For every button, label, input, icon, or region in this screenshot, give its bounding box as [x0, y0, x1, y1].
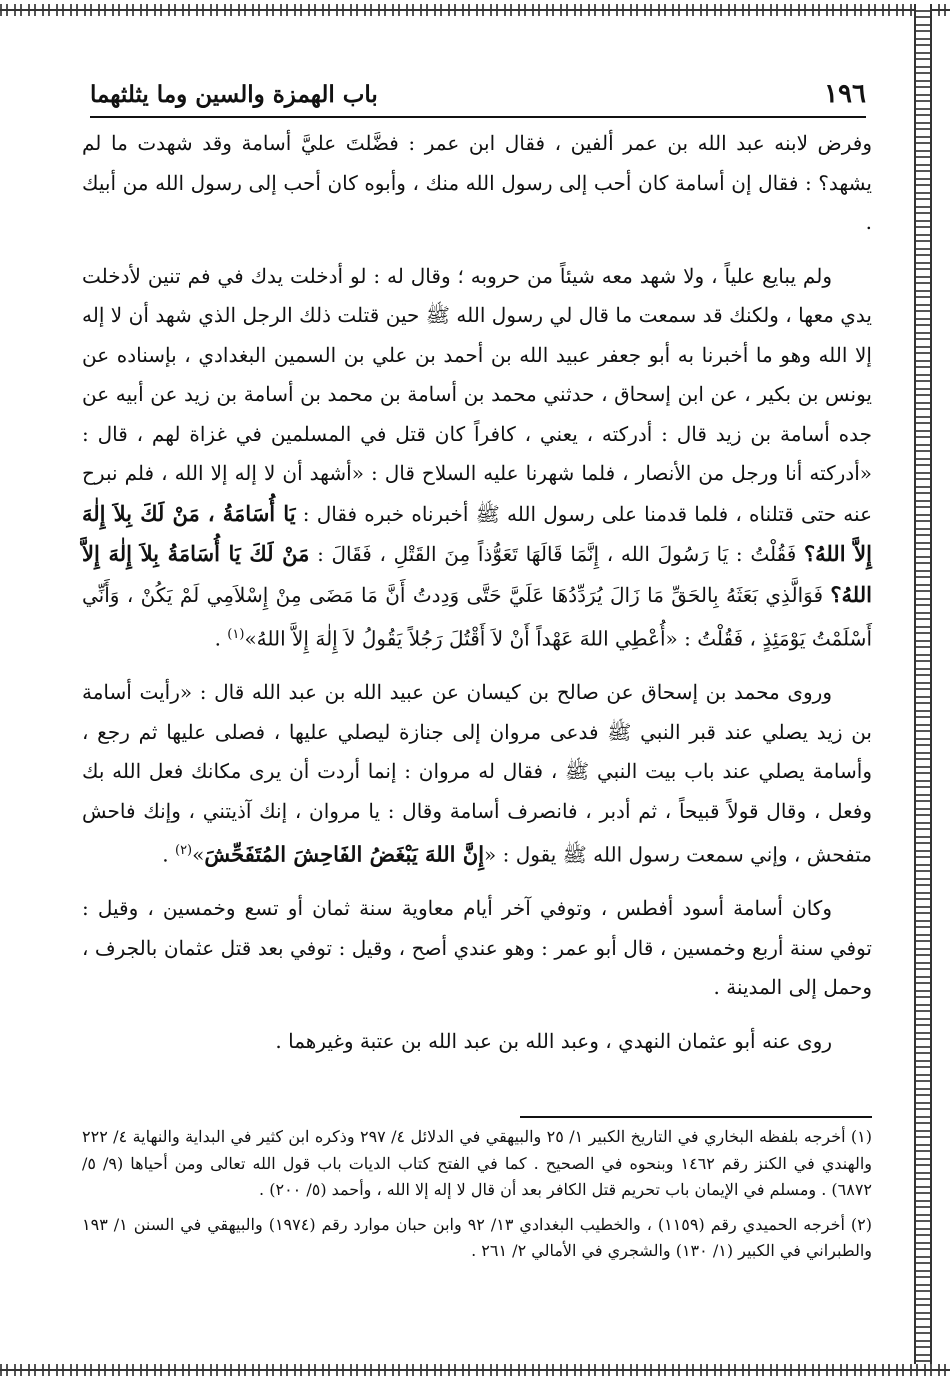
paragraph [82, 257, 872, 660]
footnote-ref: (١) [227, 627, 245, 642]
footnote-divider [520, 1116, 872, 1118]
main-text [82, 124, 872, 1075]
footnote-ref: (٢) [174, 843, 193, 859]
page-header [90, 72, 866, 118]
hadith-quote: يَا أُسَامَةُ ، مَنْ لَكَ بِلاَ إِلٰهَ إِلاَّ اللهُ؟ [82, 500, 872, 566]
text-run: فَوَالَّذِي بَعَثَهُ بِالحَقِّ مَا زَالَ يُرَدِّدُهَا عَلَيَّ حَتَّى وَدِدتُ أَنَّ مَا مَضَى مِنْ إِسْلاَمِي لَمْ يَكُنْ ، وَأَنِّي أَسْلَمْتُ يَوْمَئِذٍ ، فَقُلْتُ : «أُعْطِي اللهَ عَهْداً أَنْ لاَ أَقْتُلَ رَجُلاً يَقُولُ لاَ إِلٰهَ إِلاَّ اللهُ» [82, 582, 872, 651]
footnote: (٢) أخرجه الحميدي رقم (١١٥٩) ، والخطيب البغدادي ١٣/ ٩٢ وابن حبان موارد رقم (١٩٧٤) والبيهقي في السنن ١/ ١٩٣ والطبراني في الكبير (١/ ١٣٠) والشجري في الأمالي ٢/ ٢٦١ . [82, 1214, 872, 1260]
text-run: روى عنه أبو عثمان النهدي ، وعبد الله بن عبد الله بن عتبة وغيرهما . [275, 1028, 832, 1053]
text-run: وفرض لابنه عبد الله بن عمر ألفين ، فقال ابن عمر : فضَّلتَ عليَّ أسامة وقد شهدت ما لم يشهد؟ : فقال إن أسامة كان أحب إلى رسول الله منك ، وأبوه كان أحب إلى رسول الله من أبيك . [82, 131, 872, 234]
paragraph [82, 673, 872, 875]
decorative-border-bottom [0, 1364, 950, 1376]
paragraph [82, 889, 872, 1008]
text-run: » [192, 842, 205, 867]
text-run: وروى محمد بن إسحاق عن صالح بن كيسان عن عبيد الله بن عبد الله قال : «رأيت أسامة بن زيد يصلي عند قبر النبي ﷺ فدعى مروان إلى جنازة ليصلي عليها ، فصلى عليها ثم رجع ، وأسامة يصلي عند باب بيت النبي ﷺ ، فقال له مروان : إنما أردت أن يرى مكانك فعل الله بك وفعل ، وقال قولاً قبيحاً ، ثم أدبر ، فانصرف أسامة وقال : يا مروان ، إنك آذيتني ، وإنك فاحش متفحش ، وإني سمعت رسول الله ﷺ يقول : « [82, 680, 872, 867]
decorative-border-top [0, 4, 950, 16]
paragraph [82, 1022, 872, 1062]
hadith-quote: مَنْ لَكَ يَا أُسَامَةُ بِلاَ إِلٰهَ إِلاَّ اللهُ؟ [82, 541, 872, 607]
page-number: ١٩٦ [824, 79, 866, 109]
text-run: . [214, 626, 228, 651]
decorative-border-right [914, 4, 932, 1376]
running-title: باب الهمزة والسين وما يثلثهما [90, 80, 378, 108]
text-run: ولم يبايع علياً ، ولا شهد معه شيئاً من حروبه ؛ وقال له : لو أدخلت يدك في فم تنين لأدخلت يدي معها ، ولكنك قد سمعت ما قال لي رسول الله ﷺ حين قتلت ذلك الرجل الذي شهد أن لا إله إلا الله وهو ما أخبرنا به أبو جعفر عبيد الله بن أحمد بن علي بن السمين البغدادي ، بإسناده عن يونس بن بكير ، عن ابن إسحاق ، حدثني محمد بن أسامة بن محمد بن أسامة بن زيد عن أبيه عن جده أسامة بن زيد قال : أدركته ، يعني ، كافراً كان قتل في المسلمين في غزاة لهم ، قال : «أدركته أنا ورجل من الأنصار ، فلما شهرنا عليه السلاح قال : «أشهد أن لا إله إلا الله ، فلم نبرح عنه حتى قتلناه ، فلما قدمنا على رسول الله ﷺ أخبرناه خبره فقال : [82, 263, 873, 526]
paragraph [82, 124, 872, 243]
text-run: فَقُلْتُ : يَا رَسُولَ الله ، إِنَّمَا قَالَهَا تَعَوُّذاً مِنَ القَتْلِ ، فَقَالَ : [309, 542, 804, 566]
text-run: . [162, 842, 175, 867]
hadith-quote: إِنَّ اللهَ يَبْغَضُ الفَاحِشَ المُتَفَحِّشَ [204, 841, 485, 867]
text-run: وكان أسامة أسود أفطس ، وتوفي آخر أيام معاوية سنة ثمان أو تسع وخمسين ، وقيل : توفي سنة أربع وخمسين ، قال أبو عمر : وهو عندي أصح ، وقيل : توفي بعد قتل عثمان بالجرف ، وحمل إلى المدينة . [82, 896, 872, 1000]
footnote: (١) أخرجه بلفظه البخاري في التاريخ الكبير ١/ ٢٥ والبيهقي في الدلائل ٤/ ٢٩٧ وذكره ابن كثير في البداية والنهاية ٤/ ٢٢٢ والهندي في الكنز رقم ١٤٦٢ وبنحوه في الصحيح . كما في الفتح كتاب الديات باب قول الله تعالى ومن أحياها (٩/ ٥/ ٦٨٧٢) . ومسلم في الإيمان باب تحريم قتل الكافر بعد أن قال لا إله إلا الله ، وأحمد (٥/ ٢٠٠) . [82, 1127, 873, 1199]
footnotes [82, 1124, 872, 1273]
